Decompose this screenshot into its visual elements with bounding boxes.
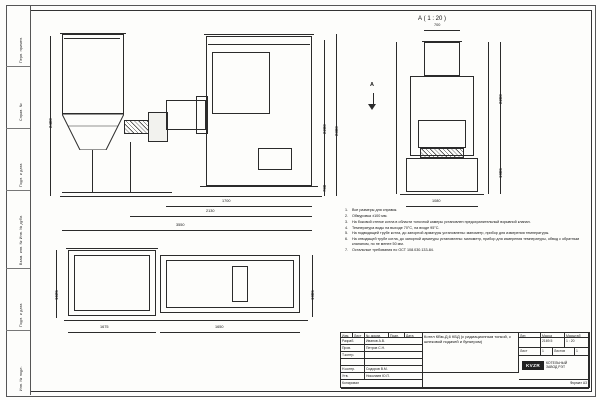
bunker-funnel [62, 114, 124, 150]
ground-line [60, 196, 322, 197]
base-line-left [62, 192, 172, 193]
dim-section-bottom-width: 1080 [432, 199, 441, 203]
dim-plan-right-width-line [160, 332, 300, 333]
support-column-left [92, 150, 93, 192]
note-number: 3. [345, 219, 349, 224]
note-text: Температура воды на выходе 70°С, на входе 95°С. [352, 225, 440, 230]
dim-height-left-line [50, 36, 51, 196]
tb-name-1: Петров С.Н. [366, 345, 386, 350]
strip-label-0: Перв. примен. [19, 36, 23, 63]
tb-sheets-value: 1 [576, 348, 578, 353]
tb-lit-header: Лит. [520, 333, 527, 338]
support-column-mid [130, 142, 131, 192]
tb-col-list: Лист [354, 333, 362, 338]
plan-bunker-inner [74, 255, 150, 311]
note-number: 2. [345, 213, 349, 218]
dim-width-mid: 2130 [206, 209, 215, 213]
tb-role-4: Н.контр. [342, 366, 356, 371]
plan-boiler-inner [166, 260, 294, 308]
section-refractory [420, 148, 464, 158]
bunker-inner-rim [64, 38, 120, 39]
dim-inner-width-line [166, 206, 312, 207]
dim-height-right: 2280 [322, 124, 327, 134]
strip-label-2: Подп. и дата [19, 163, 23, 187]
company-mark: KVZR [522, 361, 544, 370]
tb-sheet-value: 1 [542, 348, 544, 353]
dim-plan-left-height-line [56, 250, 57, 318]
tb-mass-value: 2169.5 [542, 338, 553, 343]
note-text: Все размеры для справок. [352, 208, 398, 212]
tb-col-podp: Подп. [390, 333, 400, 338]
dim-plan-height-left: 1625 [54, 290, 59, 300]
dim-height-left: 2400 [48, 118, 53, 128]
section-arrow-label: А [370, 82, 374, 88]
note-number: 5. [345, 231, 349, 236]
section-frame-right [488, 42, 489, 194]
boiler-inner-top [208, 44, 310, 45]
note-item [345, 226, 583, 231]
strip-label-1: Справ. № [19, 103, 23, 121]
note-text: На подводящей трубе котла, до запорной арматуры установлены: манометр, прибор для измерения температуры. [352, 231, 550, 236]
dim-section-inner-line [500, 120, 501, 194]
note-text: На боковой стенке котла в области топочной камеры установлен предохранительный взрывной клапан. [352, 219, 531, 224]
company-line-1: КОТЕЛЬНЫЙ [546, 360, 568, 365]
technical-notes [345, 208, 583, 254]
note-item [345, 237, 583, 248]
bunker-body [62, 34, 124, 114]
note-item [345, 208, 583, 213]
note-number: 4. [345, 225, 349, 230]
note-item [345, 214, 583, 219]
company-logo [522, 361, 567, 370]
tb-copy-label: Копировал [342, 380, 359, 385]
dim-section-top-width: 700 [434, 23, 441, 27]
tb-sheets-label: Листов [554, 348, 566, 353]
title-block [340, 332, 590, 388]
left-margin-strip [6, 5, 31, 395]
note-text: Обмуровка ±100 мм. [352, 213, 388, 218]
tb-role-0: Разраб. [342, 338, 355, 343]
bunker-top-rim [60, 33, 126, 34]
dim-width-inner: 1700 [222, 199, 231, 203]
dim-section-top-line [424, 30, 460, 31]
tb-name-5: Николаев Ю.П. [366, 373, 390, 378]
section-stack [424, 42, 460, 76]
note-text: На отводящей трубе котла, до запорной арматуры установлены: манометр, прибор для измерения температуры, обвод с обратным клапаном, но не менее 50 мм. [352, 237, 580, 247]
tb-scale-value: 1 : 20 [566, 338, 575, 343]
dim-plan-height-right: 1905 [310, 290, 315, 300]
dim-mid-width-line [130, 216, 312, 217]
tb-name-0: Иванов А.В. [366, 338, 385, 343]
dim-height-right-outer: 2380 [334, 126, 339, 136]
section-frame-left [396, 42, 397, 194]
section-lower-shell [406, 158, 478, 192]
note-item [345, 220, 583, 225]
dim-plan-left-width-line [68, 332, 156, 333]
plan-access-door [232, 266, 248, 302]
boiler-front-panel [212, 52, 270, 114]
dim-plan-right-height-line [312, 255, 313, 317]
tb-col-doc: № докум. [366, 333, 381, 338]
dim-total-width-line [62, 230, 312, 231]
tb-title: Котел КВм-Д,6 КБД (с радиационным топкой, с шнековой подачей и бункером) [424, 333, 512, 344]
dim-section-height-inner: 1905 [498, 168, 503, 178]
dim-plan-width-right: 1650 [215, 325, 224, 329]
section-title: А ( 1 : 20 ) [418, 16, 447, 22]
note-number: 1. [345, 208, 349, 212]
tb-role-2: Т.контр. [342, 352, 355, 357]
note-item [345, 231, 583, 236]
dim-height-lower-right: 780 [322, 184, 327, 192]
strip-label-3: Взам. инв. № Инв. № дубл. [19, 214, 23, 265]
company-line-2: ЗАВОД РЭТ [546, 364, 566, 369]
tb-scale-header: Масштаб [566, 333, 581, 338]
note-item [345, 248, 583, 253]
strip-label-5: Инв. № подл. [19, 366, 23, 391]
section-stack-top [422, 41, 462, 42]
plan-base-line [64, 320, 308, 321]
dim-section-height-outer: 2200 [498, 94, 503, 104]
dim-width-total: 3550 [176, 223, 185, 227]
section-grate-block [418, 120, 466, 148]
tb-col-data: Дата [406, 333, 414, 338]
section-arrow-head [368, 104, 376, 110]
note-number: 7. [345, 248, 349, 253]
tb-format-label: Формат А3 [569, 380, 587, 385]
tb-sheet-label: Лист [520, 348, 528, 353]
tb-col-izm: Изм. [342, 333, 350, 338]
tb-name-4: Сидоров В.М. [366, 366, 388, 371]
plan-bunker-top-edge [66, 248, 158, 249]
company-name [546, 362, 567, 370]
section-base [400, 194, 484, 195]
duct-flange [196, 96, 208, 134]
tb-role-5: Утв. [342, 373, 349, 378]
dim-plan-width-left: 1675 [100, 325, 109, 329]
note-number: 6. [345, 237, 349, 242]
screw-drive-unit [148, 112, 168, 142]
boiler-top-cap [204, 34, 314, 35]
tb-role-1: Пров. [342, 345, 351, 350]
dim-height-right-outer-line [336, 34, 337, 196]
strip-label-4: Подп. и дата [19, 303, 23, 327]
dim-section-bottom-line [406, 206, 478, 207]
tb-mass-header: Масса [542, 333, 553, 338]
boiler-base [200, 186, 318, 187]
combustion-door [258, 148, 292, 170]
note-text: Остальные требования по ОСТ 108.030.133-84. [352, 248, 434, 253]
